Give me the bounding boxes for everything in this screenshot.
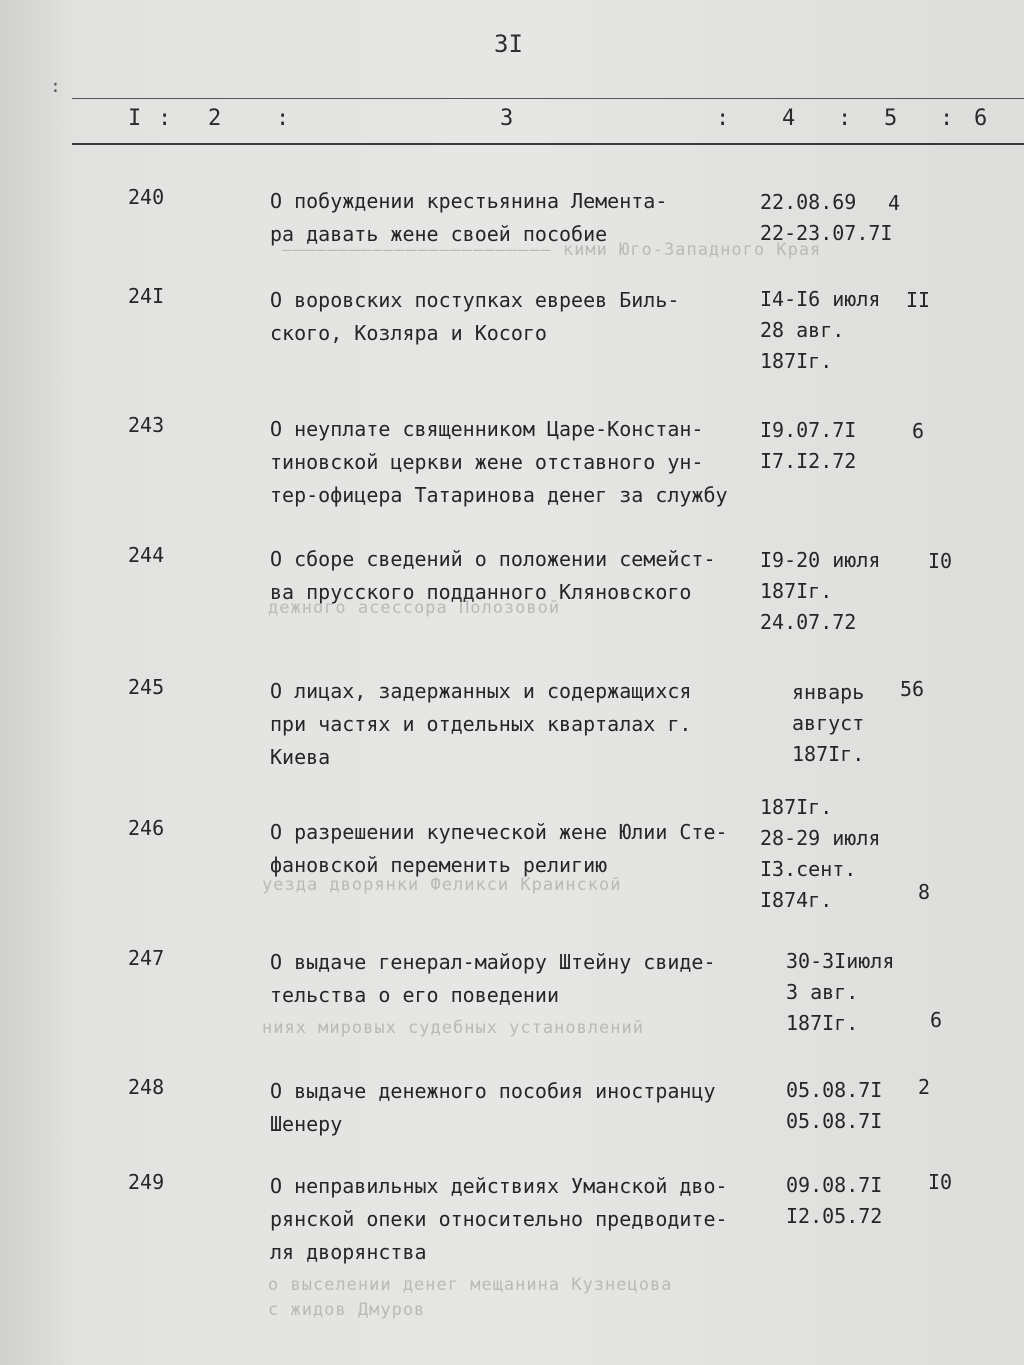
entry-title: О разрешении купеческой жене Юлии Сте- фановской переменить религию bbox=[270, 820, 728, 877]
header-separator: : bbox=[276, 106, 290, 131]
entry-dates: 22.08.69 22-23.07.7I bbox=[760, 190, 893, 245]
header-col-6: 6 bbox=[974, 106, 988, 131]
page-number: 3I bbox=[494, 30, 523, 58]
bleed-through-text: ниях мировых судебных установлений bbox=[262, 1018, 644, 1038]
entry-title: О неправильных действиях Уманской дво- рянской опеки относительно предводите- ля дворянства bbox=[270, 1174, 728, 1264]
entry-sheets: 6 bbox=[930, 1008, 943, 1032]
header-col-4: 4 bbox=[782, 106, 796, 131]
bleed-through-text: дежного асессора Полозовой bbox=[268, 598, 561, 618]
entry-title: О выдаче генерал-майору Штейну свиде- тельства о его поведении bbox=[270, 950, 716, 1007]
entry-dates: I9-20 июля 187Iг. 24.07.72 bbox=[760, 548, 881, 634]
entry-number: 240 bbox=[128, 185, 165, 209]
entry-number: 247 bbox=[128, 946, 165, 970]
entry-dates: 187Iг. 28-29 июля I3.сент. I874г. bbox=[760, 795, 881, 912]
header-separator: : bbox=[838, 106, 852, 131]
entry-number: 244 bbox=[128, 543, 165, 567]
entry-dates: 09.08.7I I2.05.72 bbox=[786, 1173, 883, 1228]
entry-title: О воровских поступках евреев Биль- ского, Козляра и Косого bbox=[270, 288, 680, 345]
entry-sheets: I0 bbox=[928, 549, 953, 573]
entry-number: 248 bbox=[128, 1075, 165, 1099]
entry-sheets: 6 bbox=[912, 419, 925, 443]
entry-sheets: II bbox=[906, 288, 931, 312]
entry-sheets: 56 bbox=[900, 677, 925, 701]
header-separator: : bbox=[940, 106, 954, 131]
header-separator: : bbox=[716, 106, 730, 131]
entry-title: О неуплате священником Царе-Констан- тиновской церкви жене отставного ун- тер-офицера Татаринова денег за службу bbox=[270, 417, 728, 507]
entry-dates: 30-3Iиюля 3 авг. 187Iг. bbox=[786, 949, 895, 1035]
entry-number: 243 bbox=[128, 413, 165, 437]
entry-sheets: I0 bbox=[928, 1170, 953, 1194]
bleed-through-text: уезда дворянки Феликси Краинской bbox=[262, 875, 622, 895]
entry-title: О побуждении крестьянина Лемента- ра давать жене своей пособие bbox=[270, 189, 668, 246]
header-top-rule bbox=[72, 98, 1024, 99]
bleed-through-text: с жидов Дмуров bbox=[268, 1300, 426, 1320]
header-col-5: 5 bbox=[884, 106, 898, 131]
entry-title: О сборе сведений о положении семейст- ва прусского подданного Кляновского bbox=[270, 547, 716, 604]
entry-title: О выдаче денежного пособия иностранцу Шенеру bbox=[270, 1079, 716, 1136]
header-col-2: 2 bbox=[208, 106, 222, 131]
entry-sheets: 8 bbox=[918, 880, 931, 904]
header-bottom-rule bbox=[72, 143, 1024, 145]
margin-mark: : bbox=[50, 76, 61, 97]
entry-number: 249 bbox=[128, 1170, 165, 1194]
entry-number: 246 bbox=[128, 816, 165, 840]
entry-dates: I4-I6 июля 28 авг. 187Iг. bbox=[760, 287, 881, 373]
entry-number: 24I bbox=[128, 284, 165, 308]
bleed-through-text: о выселении денег мещанина Кузнецова bbox=[268, 1275, 673, 1295]
entry-sheets: 2 bbox=[918, 1075, 931, 1099]
entry-dates: 05.08.7I 05.08.7I bbox=[786, 1078, 883, 1133]
header-separator: : bbox=[158, 106, 172, 131]
header-col-1: I bbox=[128, 106, 142, 131]
entry-dates: I9.07.7I I7.I2.72 bbox=[760, 418, 857, 473]
entry-number: 245 bbox=[128, 675, 165, 699]
entry-dates: январь август 187Iг. bbox=[792, 680, 865, 766]
entry-title: О лицах, задержанных и содержащихся при частях и отдельных кварталах г. Киева bbox=[270, 679, 692, 769]
bleed-through-text: ———————————————————————— кими Юго-Западного Края bbox=[282, 240, 822, 260]
entry-sheets: 4 bbox=[888, 191, 901, 215]
header-col-3: 3 bbox=[500, 106, 514, 131]
